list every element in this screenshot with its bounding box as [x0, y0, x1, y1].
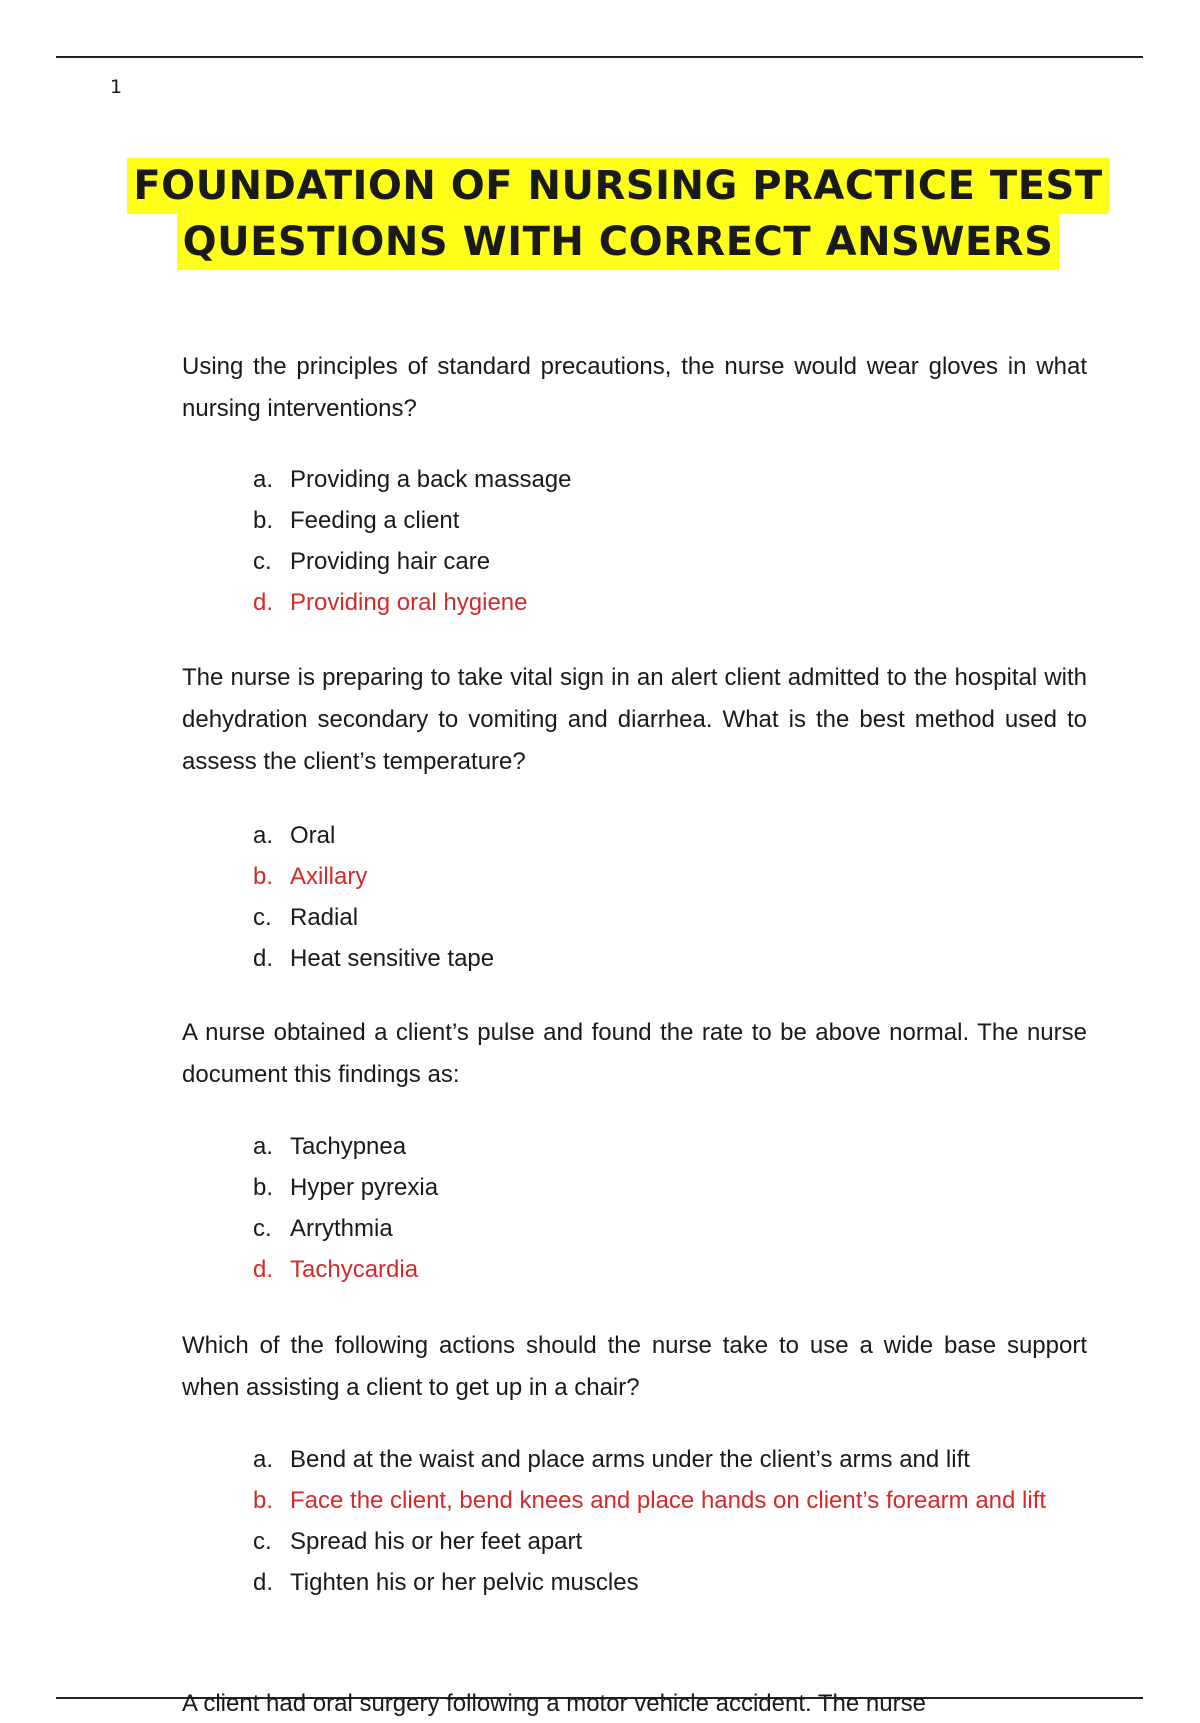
- option-4c: c. Spread his or her feet apart: [253, 1528, 583, 1555]
- page-title: [0, 158, 1200, 270]
- option-1d-correct-answer: d. Providing oral hygiene: [253, 589, 528, 616]
- option-2c: c. Radial: [253, 904, 359, 931]
- next-question-partial: A client had oral surgery following a motor vehicle accident. The nurse: [182, 1690, 926, 1717]
- option-2d: d. Heat sensitive tape: [253, 945, 495, 972]
- question-1-options: [253, 459, 1093, 623]
- option-1a: a. Providing a back massage: [253, 466, 572, 493]
- question-2-options: [253, 815, 1093, 979]
- option-4b-correct-answer: b. Face the client, bend knees and place hands on client’s forearm and lift: [253, 1487, 1047, 1514]
- question-4: Which of the following actions should the nurse take to use a wide base support when assisting a client to get up in a chair?: [182, 1332, 1087, 1401]
- option-2a: a. Oral: [253, 822, 336, 849]
- title-line-1: FOUNDATION OF NURSING PRACTICE TEST: [127, 158, 1108, 214]
- option-3c: c. Arrythmia: [253, 1215, 393, 1242]
- option-3a: a. Tachypnea: [253, 1133, 407, 1160]
- option-4d: d. Tighten his or her pelvic muscles: [253, 1569, 639, 1596]
- option-1c: c. Providing hair care: [253, 548, 491, 575]
- header-rule: [56, 56, 1143, 58]
- option-3b: b. Hyper pyrexia: [253, 1174, 439, 1201]
- question-3-options: [253, 1126, 1093, 1290]
- question-2: The nurse is preparing to take vital sign in an alert client admitted to the hospital with dehydration secondary to vomiting and diarrhea. What is the best method used to assess the client’s temperature?: [182, 664, 1087, 775]
- question-1: Using the principles of standard precautions, the nurse would wear gloves in what nursing interventions?: [182, 353, 1087, 422]
- option-1b: b. Feeding a client: [253, 507, 460, 534]
- question-4-options: [253, 1439, 1093, 1603]
- option-3d-correct-answer: d. Tachycardia: [253, 1256, 419, 1283]
- title-line-2: QUESTIONS WITH CORRECT ANSWERS: [177, 214, 1060, 270]
- option-2b-correct-answer: b. Axillary: [253, 863, 368, 890]
- option-4a: a. Bend at the waist and place arms under the client’s arms and lift: [253, 1446, 970, 1473]
- page-number: 1: [110, 76, 123, 98]
- question-3: A nurse obtained a client’s pulse and found the rate to be above normal. The nurse document this findings as:: [182, 1019, 1087, 1088]
